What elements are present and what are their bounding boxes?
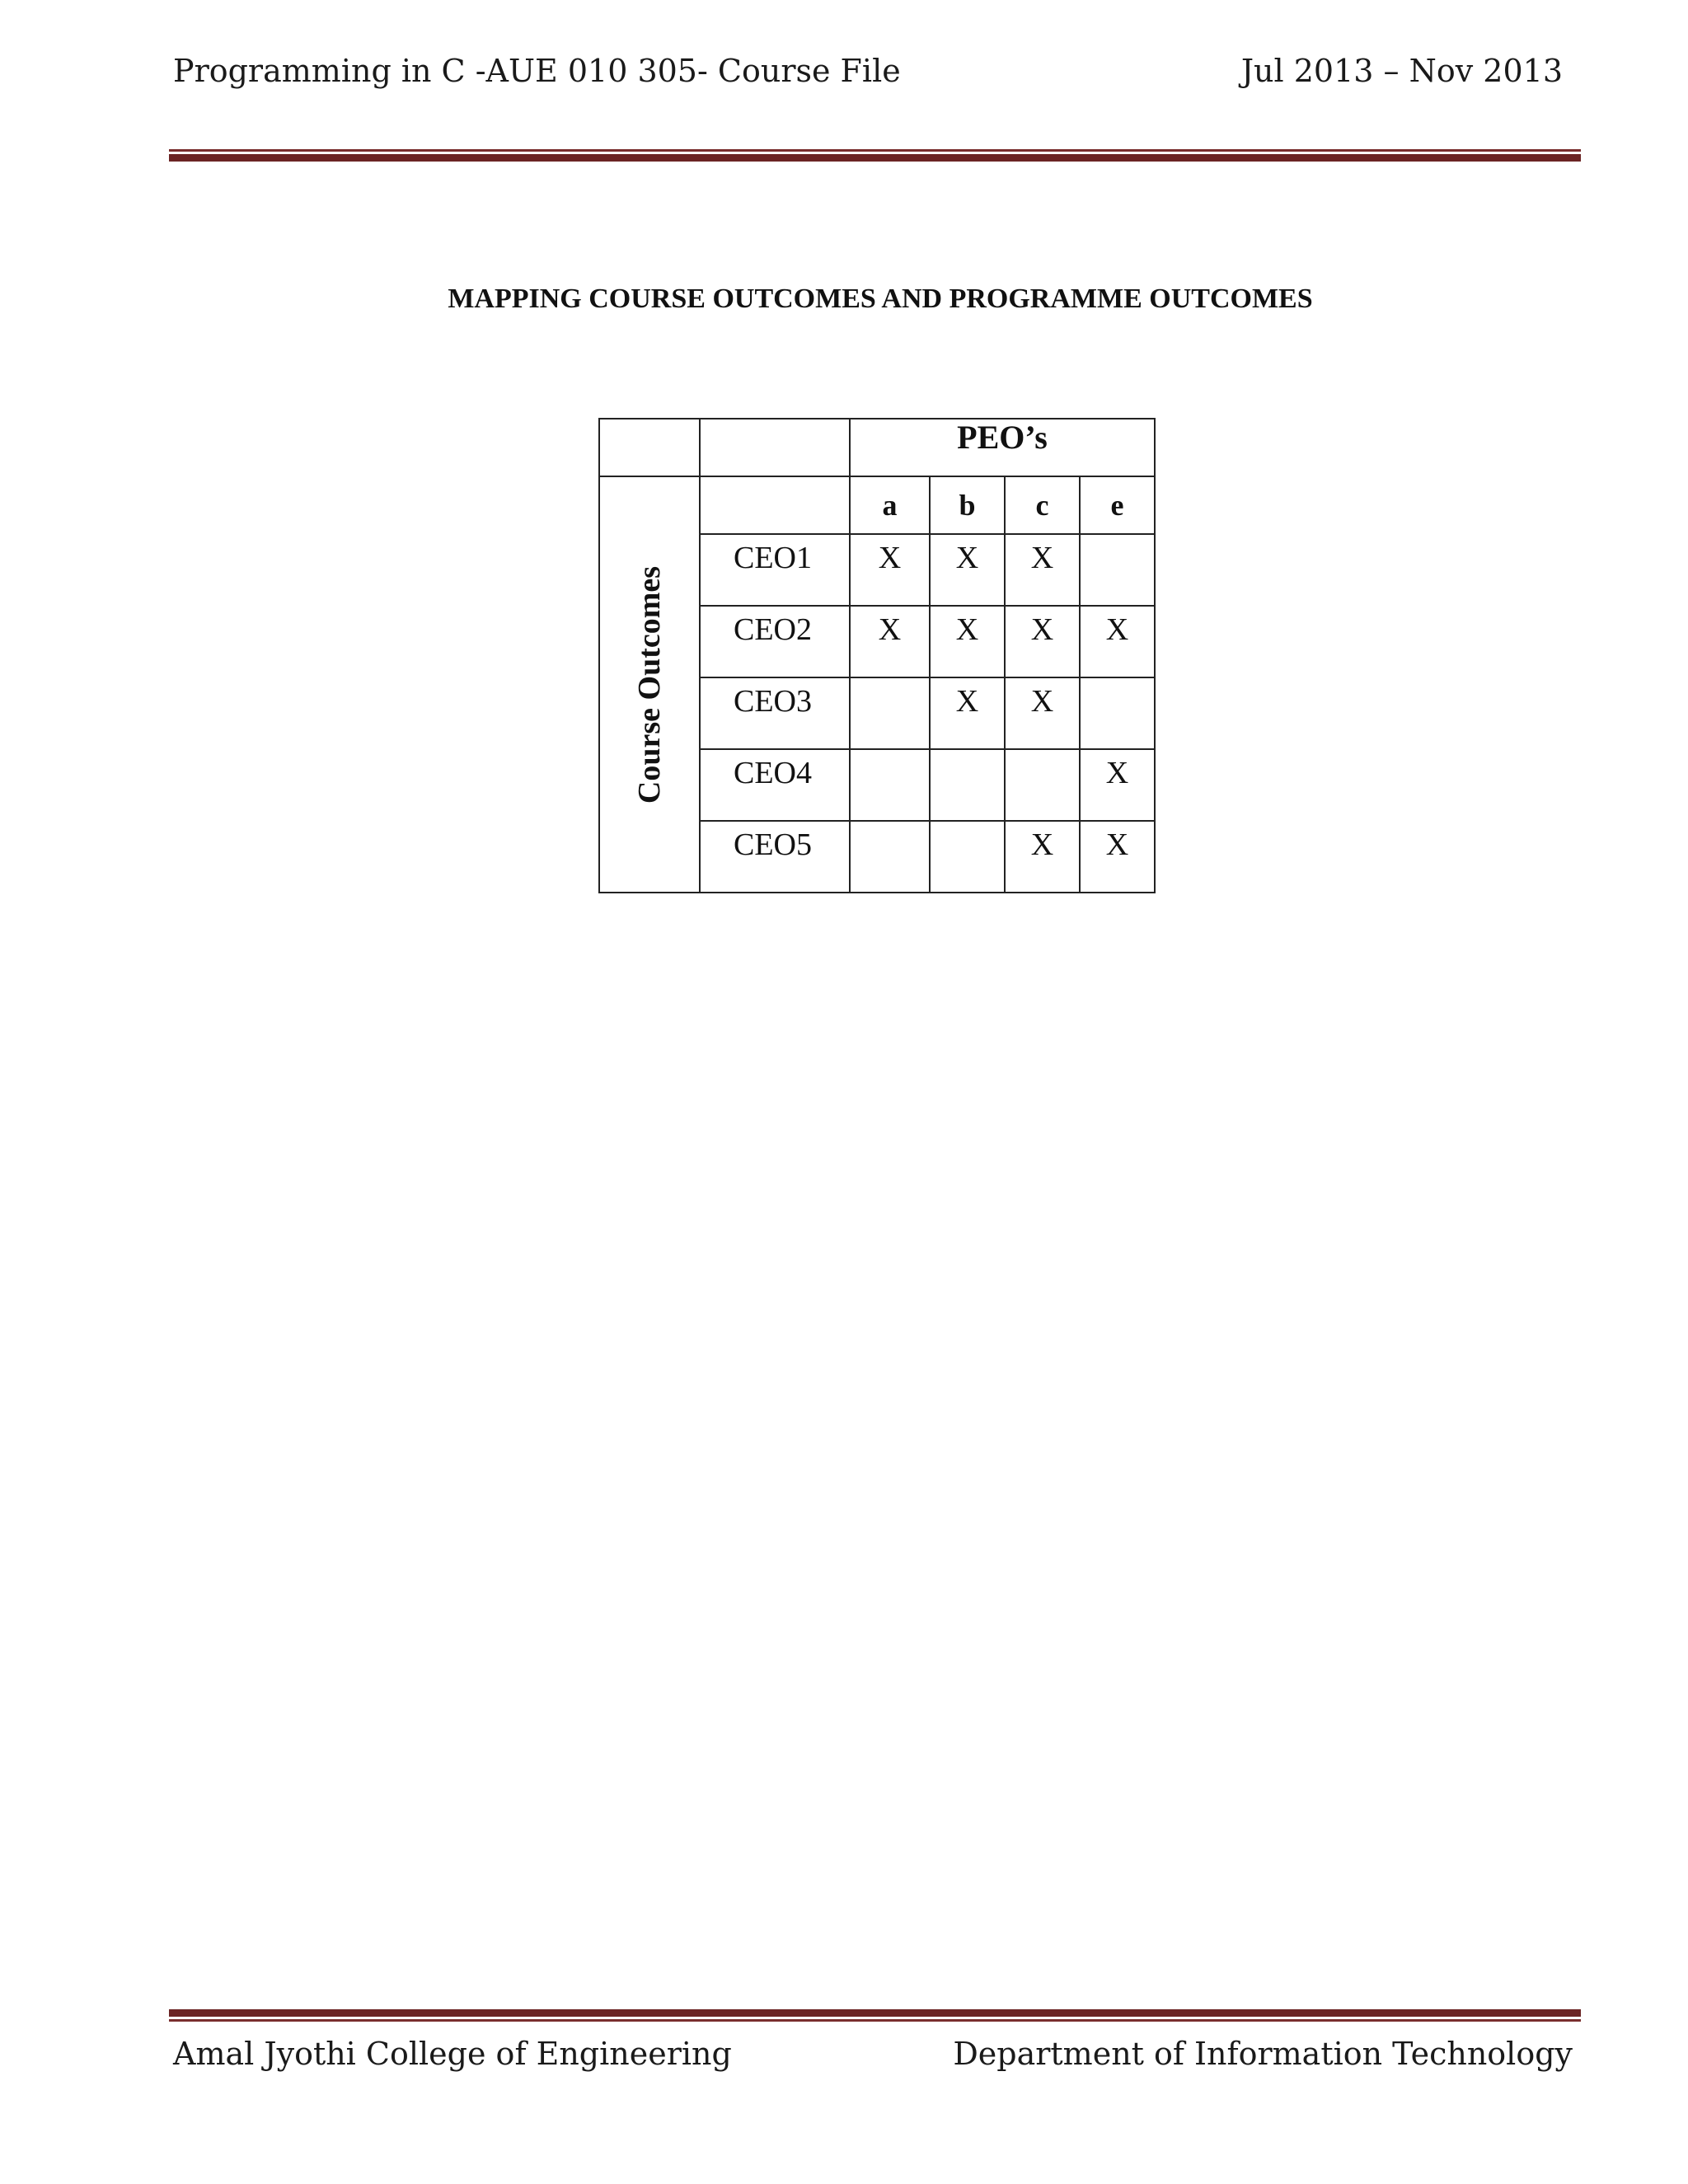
mark-cell: X: [1005, 677, 1080, 749]
page-title: MAPPING COURSE OUTCOMES AND PROGRAMME OUTCOMES: [448, 284, 1313, 314]
mark-cell: X: [1080, 606, 1155, 677]
mark-cell: [1080, 534, 1155, 606]
column-header-e: e: [1080, 476, 1155, 534]
row-code: CEO5: [700, 821, 850, 893]
mark-cell: X: [1005, 606, 1080, 677]
header-date-range: Jul 2013 – Nov 2013: [1240, 53, 1563, 89]
table-header-row: [599, 419, 1155, 476]
row-code: CEO3: [700, 677, 850, 749]
empty-cell: [599, 419, 700, 476]
empty-cell: [700, 419, 850, 476]
mark-cell: [850, 749, 930, 821]
row-code: CEO4: [700, 749, 850, 821]
mark-cell: [850, 677, 930, 749]
footer-institution: Amal Jyothi College of Engineering: [173, 2036, 732, 2072]
row-code: CEO1: [700, 534, 850, 606]
mark-cell: X: [1005, 534, 1080, 606]
mark-cell: [850, 821, 930, 893]
mark-cell: [930, 749, 1005, 821]
mark-cell: [930, 821, 1005, 893]
mark-cell: X: [850, 606, 930, 677]
header-divider: [169, 149, 1581, 162]
row-code: CEO2: [700, 606, 850, 677]
header-course-title: Programming in C -AUE 010 305- Course File: [173, 53, 901, 89]
mark-cell: X: [930, 606, 1005, 677]
mark-cell: [1005, 749, 1080, 821]
row-group-label: Course Outcomes: [632, 565, 667, 804]
column-header-c: c: [1005, 476, 1080, 534]
mark-cell: X: [930, 677, 1005, 749]
table-letters-row: [599, 476, 1155, 534]
mark-cell: X: [1080, 749, 1155, 821]
footer-department: Department of Information Technology: [953, 2036, 1573, 2072]
column-header-b: b: [930, 476, 1005, 534]
column-header-a: a: [850, 476, 930, 534]
row-group-cell: [599, 476, 700, 893]
mark-cell: X: [1005, 821, 1080, 893]
footer-divider: [169, 2009, 1581, 2022]
peo-group-header: PEO’s: [850, 419, 1155, 476]
mark-cell: X: [850, 534, 930, 606]
mark-cell: X: [1080, 821, 1155, 893]
outcome-mapping-table: [598, 418, 1156, 893]
empty-cell: [700, 476, 850, 534]
mark-cell: X: [930, 534, 1005, 606]
mark-cell: [1080, 677, 1155, 749]
